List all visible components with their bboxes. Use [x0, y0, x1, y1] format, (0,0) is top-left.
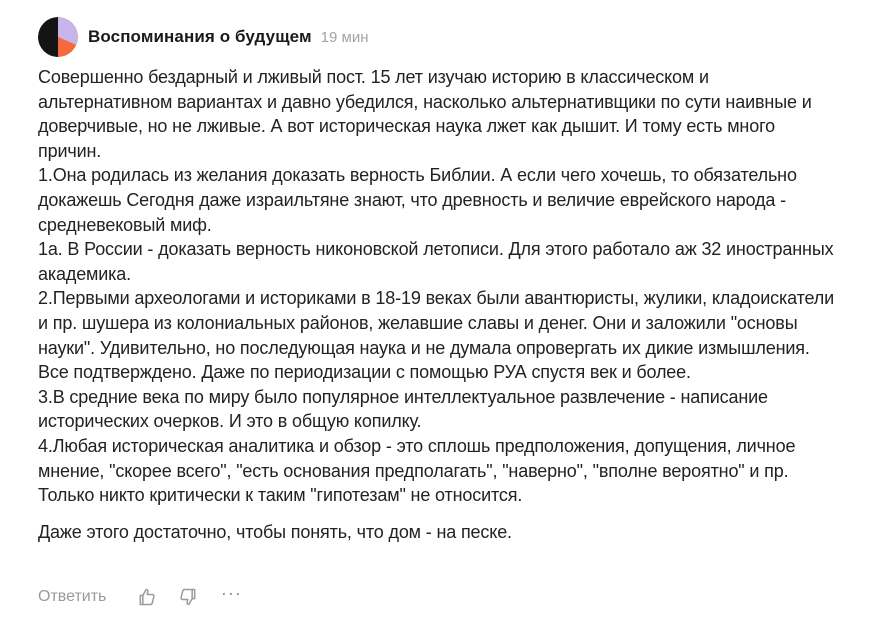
author-name[interactable]: Воспоминания о будущем [88, 27, 312, 46]
comment-paragraph: 4.Любая историческая аналитика и обзор - это сплошь предположения, допущения, личное мнение, "скорее всего", "есть основания предполагать", "наверно", "вполне вероятно" и пр. Только никто критически к таким "гипотезам" не относится. [38, 435, 796, 506]
comment-paragraph: 1а. В России - доказать верность никоновской летописи. Для этого работало аж 32 иностранных академика. [38, 239, 834, 284]
comment-paragraph: Совершенно бездарный и лживый пост. 15 лет изучаю историю в классическом и альтернативном вариантах и давно убедился, насколько альтернативщики по сути наивные и доверчивые, но не лживые. А вот историческая наука лжет как дышит. И тому есть много причин. [38, 67, 812, 161]
reply-button[interactable]: Ответить [38, 588, 107, 605]
comment-paragraph: 3.В средние века по миру было популярное интеллектуальное развлечение - написание исторических очерков. И это в общую копилку. [38, 386, 768, 432]
thumbs-down-icon [178, 587, 198, 607]
comment-body [38, 65, 838, 544]
comment-actions [38, 584, 243, 610]
comment [38, 17, 838, 544]
comment-final-line: Даже этого достаточно, чтобы понять, что дом - на песке. [38, 521, 512, 542]
thumbs-up-icon [137, 587, 157, 607]
comment-paragraph: 2.Первыми археологами и историками в 18-19 веках были авантюристы, жулики, кладоискатели и пр. шушера из колониальных районов, желавшие славы и денег. Они и заложили "основы науки". Удивительно, но последующая наука и не думала опровергать их дикие измышления. Все подтверждено. Даже по периодизации с помощью РУА спустя век и более. [38, 288, 834, 383]
comment-time: 19 мин [320, 28, 369, 46]
comment-paragraph: 1.Она родилась из желания доказать верность Библии. А если чего хочешь, то обязательно докажешь Сегодня даже израильтяне знают, что древность и величие еврейского народа - средневековый миф. [38, 165, 797, 235]
dislike-button[interactable] [176, 585, 200, 609]
comment-header [38, 17, 838, 57]
avatar-logo-icon [38, 17, 78, 57]
like-button[interactable] [135, 585, 159, 609]
more-dots-icon[interactable]: ··· [220, 583, 242, 603]
avatar[interactable] [38, 17, 78, 57]
